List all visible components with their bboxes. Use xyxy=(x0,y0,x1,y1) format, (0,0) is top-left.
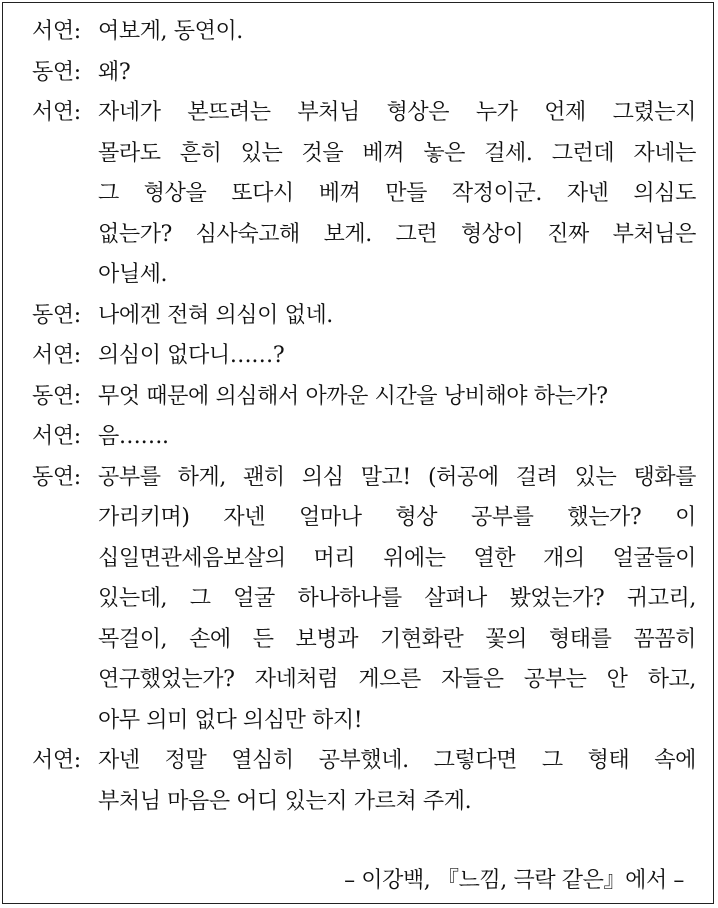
speech-line: 무엇 때문에 의심해서 아까운 시간을 낭비해야 하는가? xyxy=(98,383,608,409)
dialogue-turn xyxy=(32,417,696,458)
speaker-label: 동연: xyxy=(32,464,81,490)
source-citation: – 이강백, 『느낌, 극락 같은』에서 – xyxy=(344,868,684,893)
speaker-label: 서연: xyxy=(32,19,81,44)
speaker-label: 서연: xyxy=(32,100,81,125)
speech-line: 의심이 없다니……? xyxy=(98,343,285,368)
dialogue-turn xyxy=(32,741,696,822)
speech-line: 가리키며) 자넨 얼마나 형상 공부를 했는가? 이 xyxy=(98,505,696,530)
dialogue-turn xyxy=(32,458,696,742)
speech-line: 자넨 정말 열심히 공부했네. 그렇다면 그 형태 속에 xyxy=(98,748,696,773)
dialogue-turn xyxy=(32,296,696,337)
speech-text xyxy=(98,377,696,418)
speech-text xyxy=(98,12,696,53)
speech-line: 음……. xyxy=(98,424,169,449)
speech-line: 십일면관세음보살의 머리 위에는 열한 개의 얼굴들이 xyxy=(98,545,696,571)
speech-line: 공부를 하게, 괜히 의심 말고! (허공에 걸려 있는 탱화를 xyxy=(98,464,696,490)
speech-line: 여보게, 동연이. xyxy=(98,19,243,44)
speech-line: 자네가 본뜨려는 부처님 형상은 누가 언제 그렸는지 xyxy=(98,100,696,125)
speaker-label: 동연: xyxy=(32,59,81,85)
speech-line: 나에겐 전혀 의심이 없네. xyxy=(98,302,333,328)
speech-line: 그 형상을 또다시 베껴 만들 작정이군. 자넨 의심도 xyxy=(98,181,696,206)
speech-text xyxy=(98,417,696,458)
dialogue-turn xyxy=(32,377,696,418)
speech-line: 목걸이, 손에 든 보병과 기현화란 꽃의 형태를 꼼꼼히 xyxy=(98,626,696,652)
speech-line: 부처님 마음은 어디 있는지 가르쳐 주게. xyxy=(98,788,472,814)
speech-line: 아무 의미 없다 의심만 하지! xyxy=(98,707,363,733)
speech-line: 연구했었는가? 자네처럼 게으른 자들은 공부는 안 하고, xyxy=(98,667,696,692)
speech-text xyxy=(98,296,696,337)
dialogue-passage xyxy=(32,12,696,822)
dialogue-turn xyxy=(32,93,696,296)
dialogue-turn xyxy=(32,336,696,377)
speech-line: 아닐세. xyxy=(98,262,168,287)
speech-text xyxy=(98,336,696,377)
speech-text xyxy=(98,741,696,822)
speech-text xyxy=(98,93,696,296)
speech-text xyxy=(98,53,696,94)
speech-line: 몰라도 흔히 있는 것을 베껴 놓은 걸세. 그런데 자네는 xyxy=(98,140,696,166)
speaker-label: 동연: xyxy=(32,383,81,409)
speaker-label: 동연: xyxy=(32,302,81,328)
speaker-label: 서연: xyxy=(32,343,81,368)
speech-line: 있는데, 그 얼굴 하나하나를 살펴나 봤었는가? 귀고리, xyxy=(98,586,696,611)
speech-line: 왜? xyxy=(98,59,131,85)
speech-text xyxy=(98,458,696,742)
dialogue-turn xyxy=(32,53,696,94)
dialogue-turn xyxy=(32,12,696,53)
speaker-label: 서연: xyxy=(32,748,81,773)
speech-line: 없는가? 심사숙고해 보게. 그런 형상이 진짜 부처님은 xyxy=(98,221,696,247)
speaker-label: 서연: xyxy=(32,424,81,449)
